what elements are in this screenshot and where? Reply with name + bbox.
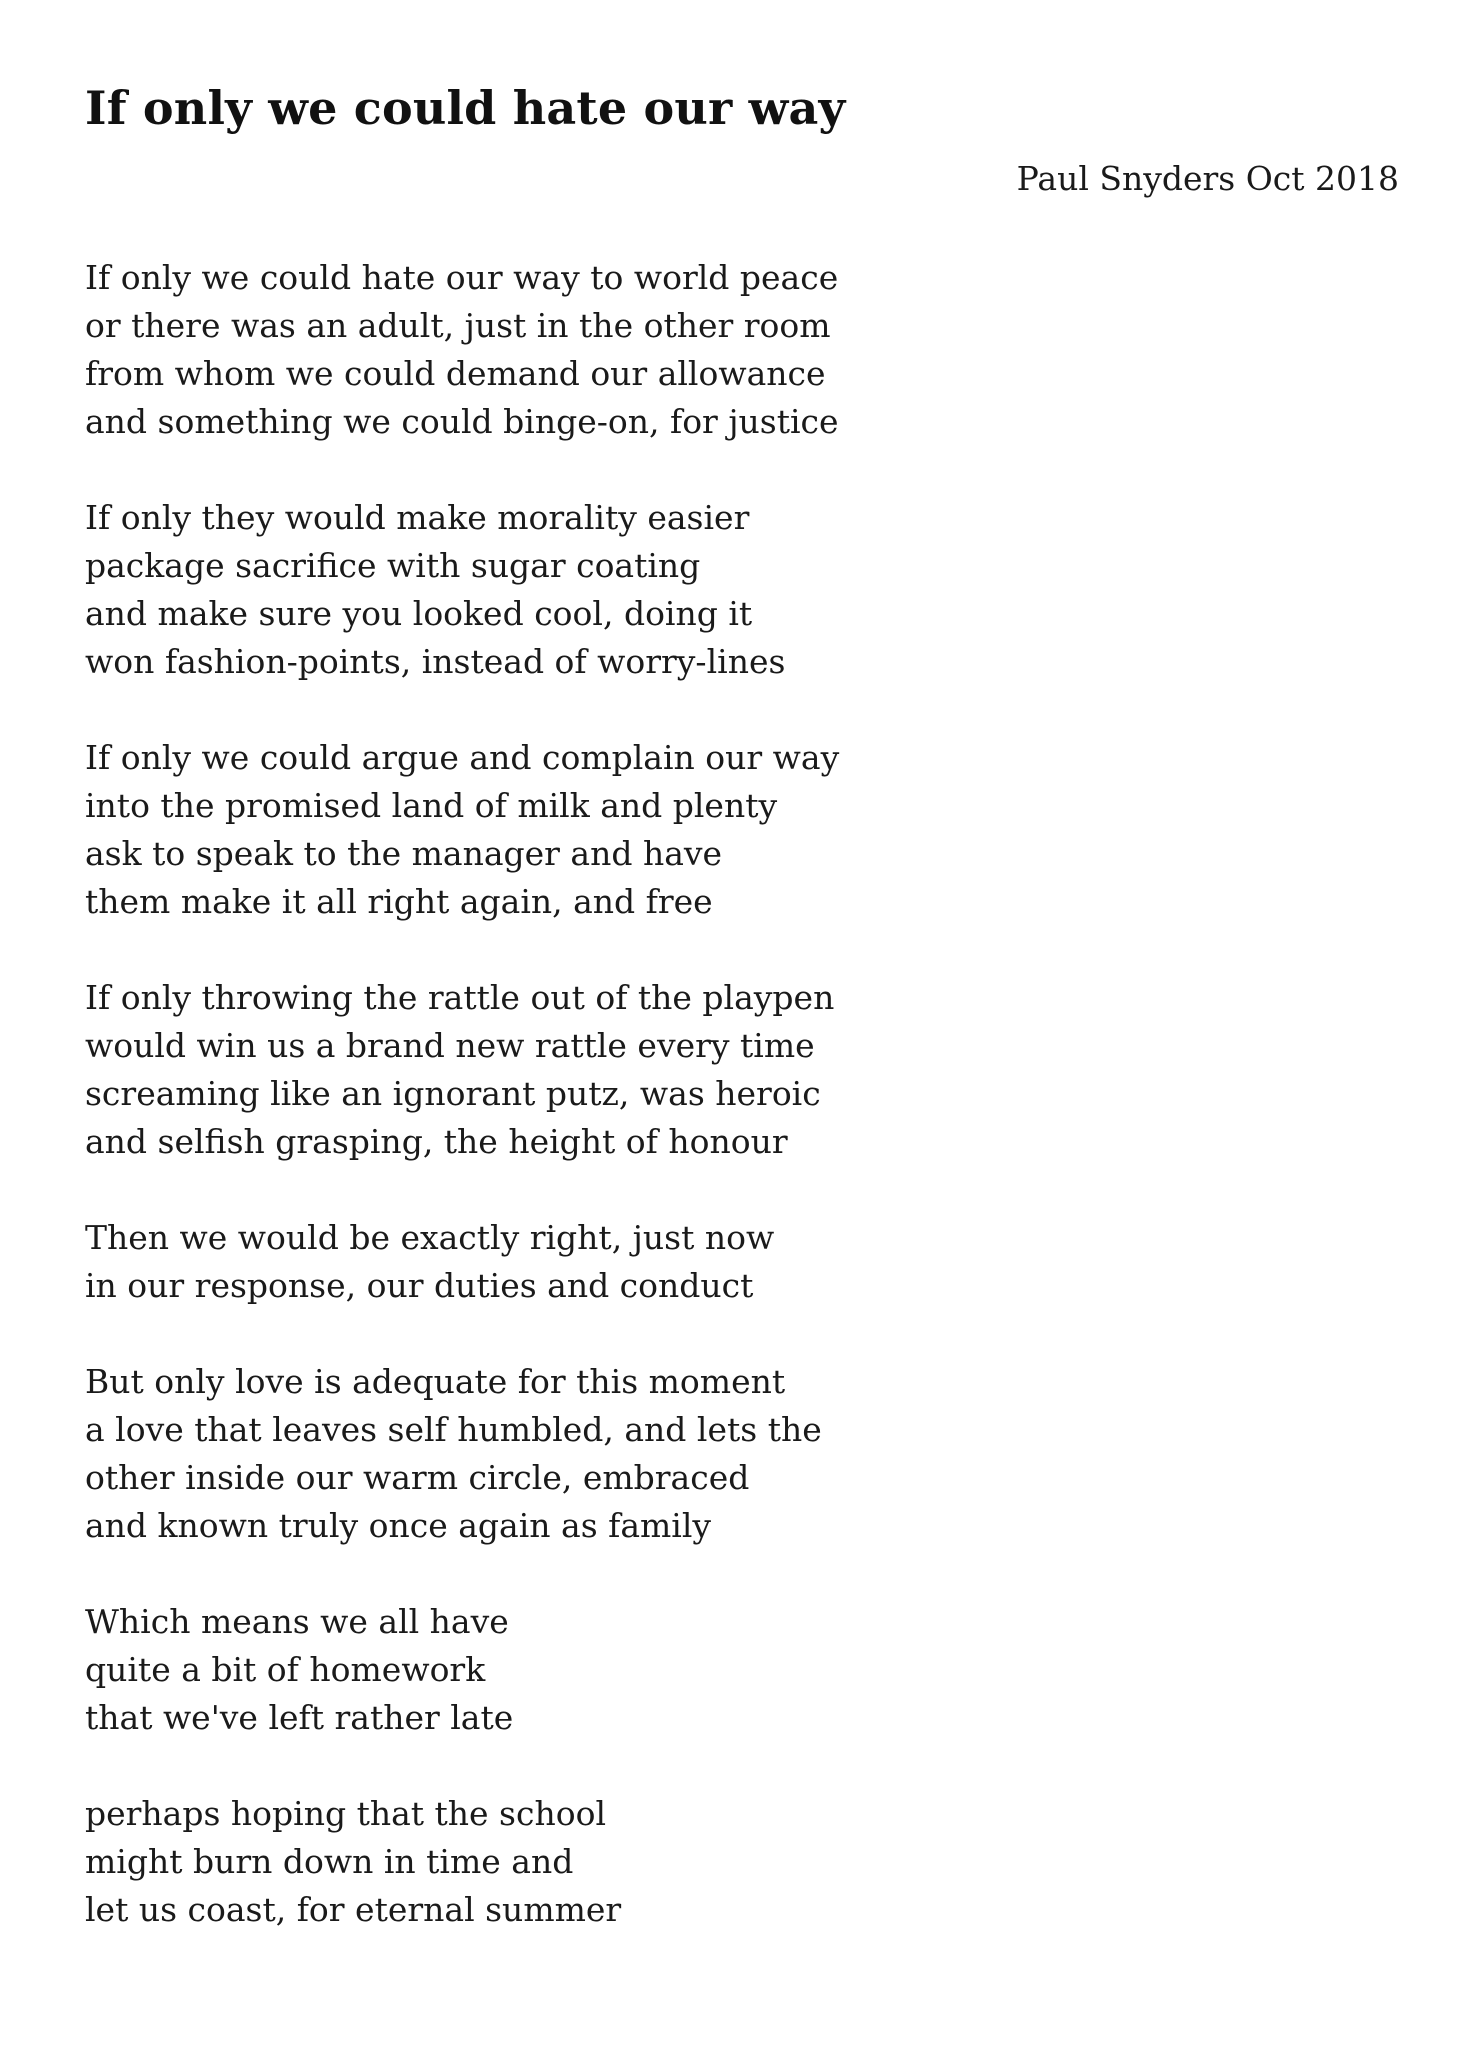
poem-line: If only we could hate our way to world peace	[85, 258, 839, 297]
poem-line: Which means we all have	[85, 1602, 509, 1641]
poem-line: let us coast, for eternal summer	[85, 1890, 622, 1929]
poem-line: into the promised land of milk and plenty	[85, 786, 778, 825]
poem-line: would win us a brand new rattle every time	[85, 1026, 815, 1065]
poem-line: from whom we could demand our allowance	[85, 354, 826, 393]
poem-line: Then we would be exactly right, just now	[85, 1218, 775, 1257]
poem-line: and known truly once again as family	[85, 1506, 712, 1545]
stanza	[85, 734, 1085, 926]
poem-line: might burn down in time and	[85, 1842, 574, 1881]
poem-line: But only love is adequate for this moment	[85, 1362, 786, 1401]
author-byline: Paul Snyders Oct 2018	[1016, 159, 1399, 198]
poem-line: that we've left rather late	[85, 1698, 514, 1737]
poem-line: ask to speak to the manager and have	[85, 834, 723, 873]
poem-line: If only we could argue and complain our way	[85, 738, 840, 777]
stanza	[85, 494, 1085, 686]
stanza	[85, 1214, 1085, 1310]
poem-line: perhaps hoping that the school	[85, 1794, 607, 1833]
poem-line: or there was an adult, just in the other room	[85, 306, 831, 345]
stanza	[85, 1598, 1085, 1742]
stanza	[85, 254, 1085, 446]
stanza	[85, 1358, 1085, 1550]
stanza	[85, 1790, 1085, 1934]
poem-line: in our response, our duties and conduct	[85, 1266, 754, 1305]
poem-line: and make sure you looked cool, doing it	[85, 594, 753, 633]
poem-line: screaming like an ignorant putz, was heroic	[85, 1074, 821, 1113]
poem-line: If only they would make morality easier	[85, 498, 750, 537]
poem-line: package sacrifice with sugar coating	[85, 546, 701, 585]
poem-line: a love that leaves self humbled, and lets the	[85, 1410, 822, 1449]
poem-body	[85, 254, 1085, 1982]
poem-title: If only we could hate our way	[85, 81, 846, 135]
poem-line: quite a bit of homework	[85, 1650, 486, 1689]
poem-line: other inside our warm circle, embraced	[85, 1458, 750, 1497]
stanza	[85, 974, 1085, 1166]
poem-line: and something we could binge-on, for justice	[85, 402, 839, 441]
poem-line: and selfish grasping, the height of honour	[85, 1122, 788, 1161]
poem-line: won fashion-points, instead of worry-lines	[85, 642, 786, 681]
poem-line: them make it all right again, and free	[85, 882, 713, 921]
poem-line: If only throwing the rattle out of the playpen	[85, 978, 835, 1017]
